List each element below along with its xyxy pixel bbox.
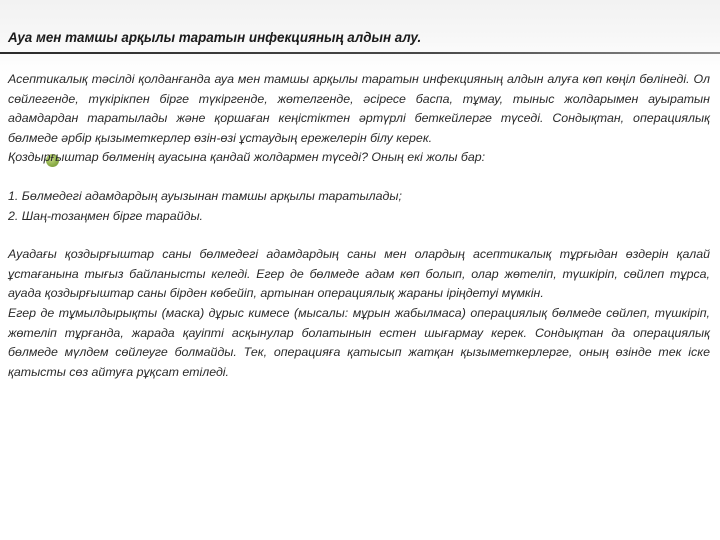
spacer bbox=[8, 226, 710, 245]
paragraph-bacteria-count: Ауадағы қоздырғыштар саны бөлмедегі адамдардың саны мен олардың асептикалық тұрғыдан өздерін қалай ұстағанына тығыз байланысты келеді. Егер де бөлмеде адам көп болып, олар жөтеліп, түшкіріп, сөйлеп тұрса, ауада қоздырғыштар саны бірден көбейіп, артынан операциялық жараны ірiңдетуі мүмкін. bbox=[8, 247, 710, 301]
paragraph-intro: Асептикалық тәсілді қолданғанда ауа мен тамшы арқылы таратын инфекцияның алдын алуға көп көңіл бөлінеді. Ол сөйлегенде, түкірікпен бірге түкіргенде, жөтелгенде, әсіресе баспа, тұмау, тыныс жолдарымен ауыратын адамдардан таратылады және қоршаған кеңістіктен әртүрлі беткейлерге түседі. Сондықтан, операциялық бөлмеде әрбір қызыметкерлер өзін-өзі ұстаудың ережелерін білу керек. bbox=[8, 72, 710, 145]
question-line: Қоздырғыштар бөлменің ауасына қандай жолдармен түседі? Оның екі жолы бар: bbox=[8, 150, 486, 165]
slide-content bbox=[8, 28, 710, 382]
list-item: 1. Бөлмедегі адамдардың ауызынан тамшы арқылы таратылады; bbox=[8, 188, 402, 203]
spacer bbox=[8, 168, 710, 187]
list-item: 2. Шаң-тозаңмен бірге тарайды. bbox=[8, 208, 204, 223]
slide-title: Ауа мен тамшы арқылы таратын инфекцияның алдын алу. bbox=[8, 30, 422, 45]
paragraph-mask: Егер де тұмылдырықты (маска) дұрыс кимесе (мысалы: мұрын жабылмаса) операциялық бөлмеде сөйлеп, түшкіріп, жөтеліп тұрғанда, жарада қауіпті асқынулар болатынын естен шығармау керек. Сондықтан да операциялық бөлмеде мүлдем сөйлеуге болмайды. Тек, операцияға қатысып жатқан қызыметкерлерге, оның өзінде тек іске қатысты сөз айтуға рұқсат етіледі. bbox=[8, 305, 710, 379]
